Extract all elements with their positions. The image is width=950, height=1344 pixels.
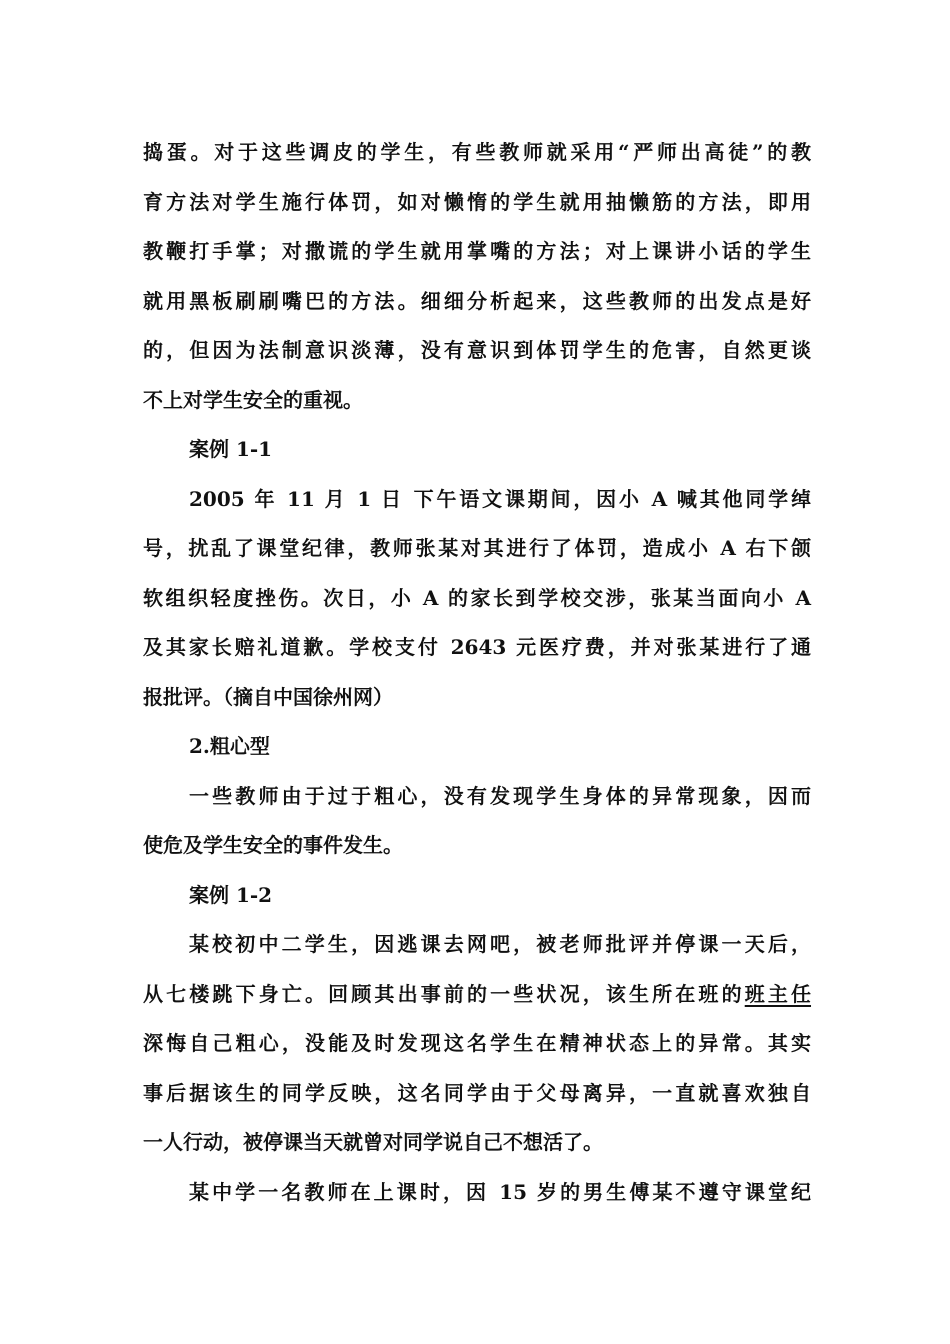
paragraph-line: 报批评。（摘自中国徐州网） [143,684,393,709]
paragraph-line: 及其家长赔礼道歉。学校支付 2643 元医疗费，并对张某进行了通 [143,635,811,659]
case-heading: 案例 1-2 [189,882,273,907]
paragraph-line: 捣蛋。对于这些调皮的学生，有些教师就采用“严师出高徒”的教 [143,140,811,164]
paragraph-line: 使危及学生安全的事件发生。 [143,833,403,857]
paragraph-line [143,970,811,1020]
paragraph-line: 2005 年 11 月 1 日 下午语文课期间，因小 A 喊其他同学绰 [189,486,811,511]
paragraph-line: 育方法对学生施行体罚，如对懒惰的学生就用抽懒筋的方法，即用 [143,189,811,214]
underlined-term-link[interactable]: 班主任 [744,981,812,1006]
paragraph-line: 一人行动，被停课当天就曾对同学说自己不想活了。 [143,1130,603,1154]
paragraph-line: 某中学一名教师在上课时，因 15 岁的男生傅某不遵守课堂纪 [189,1179,811,1204]
section-heading: 2.粗心型 [189,734,270,758]
case-heading: 案例 1-1 [189,437,273,461]
paragraph-line: 教鞭打手掌；对撒谎的学生就用掌嘴的方法；对上课讲小话的学生 [143,239,811,263]
paragraph-line: 就用黑板刷刷嘴巴的方法。细细分析起来，这些教师的出发点是好 [143,288,811,313]
paragraph-line: 的，但因为法制意识淡薄，没有意识到体罚学生的危害，自然更谈 [143,338,811,362]
paragraph-line: 某校初中二学生，因逃课去网吧，被老师批评并停课一天后， [189,932,811,956]
paragraph-line: 深悔自己粗心，没能及时发现这名学生在精神状态上的异常。其实 [143,1031,811,1055]
paragraph-line: 事后据该生的同学反映，这名同学由于父母离异，一直就喜欢独自 [143,1080,811,1105]
document-body [143,128,811,1217]
paragraph-line: 软组织轻度挫伤。次日，小 A 的家长到学校交涉，张某当面向小 A [143,585,811,610]
paragraph-line: 一些教师由于过于粗心，没有发现学生身体的异常现象，因而 [189,783,811,808]
paragraph-line: 不上对学生安全的重视。 [143,387,363,412]
paragraph-text: 从七楼跳下身亡。回顾其出事前的一些状况，该生所在班的 [143,981,745,1006]
paragraph-line: 号，扰乱了课堂纪律，教师张某对其进行了体罚，造成小 A 右下颌 [143,536,811,560]
